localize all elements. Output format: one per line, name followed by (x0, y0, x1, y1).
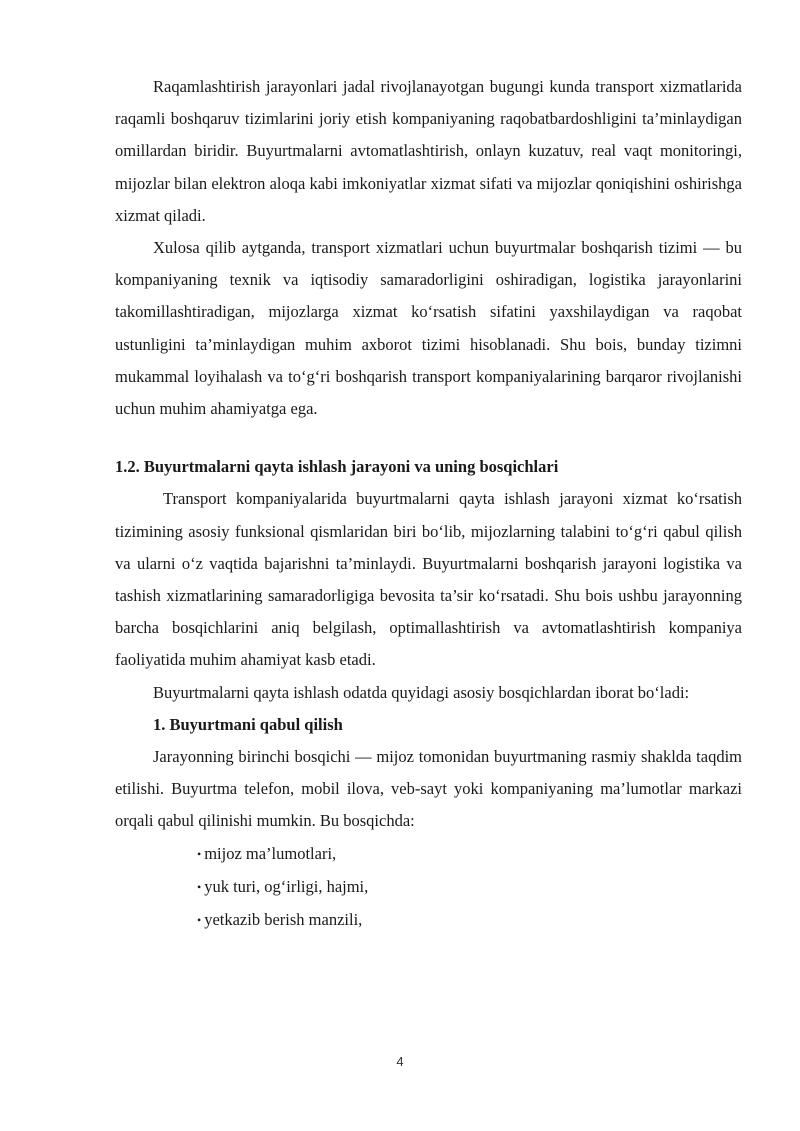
bullet-icon: • (197, 913, 202, 928)
paragraph-conclusion: Xulosa qilib aytganda, transport xizmatlari uchun buyurtmalar boshqarish tizimi — bu kompaniyaning texnik va iqtisodiy samaradorligini oshiradigan, logistika jarayonlarini takomillashtiradigan, mijozlarga xizmat ko‘rsatish sifatini yaxshilaydigan va raqobat ustunligini ta’minlaydigan muhim axborot tizimi hisoblanadi. Shu bois, bunday tizimni mukammal loyihalash va to‘g‘ri boshqarish transport kompaniyalarining barqaror rivojlanishi uchun muhim ahamiyatga ega. (115, 238, 742, 419)
paragraph-digitalization: Raqamlashtirish jarayonlari jadal rivojlanayotgan bugungi kunda transport xizmatlarida raqamli boshqaruv tizimlarini joriy etish kompaniyaning raqobatbardoshligini ta’minlaydigan omillardan biridir. Buyurtmalarni avtomatlashtirish, onlayn kuzatuv, real vaqt monitoringi, mijozlar bilan elektron aloqa kabi imkoniyatlar xizmat sifati va mijozlar qoniqishini oshirishga xizmat qiladi. (115, 77, 742, 225)
list-item (197, 838, 742, 871)
list-item (197, 904, 742, 937)
paragraph-order-processing: Transport kompaniyalarida buyurtmalarni qayta ishlash jarayoni xizmat ko‘rsatish tizimining asosiy funksional qismlaridan biri bo‘lib, mijozlarning talabini to‘g‘ri qabul qilish va ularni o‘z vaqtida bajarishni ta’minlaydi. Buyurtmalarni boshqarish jarayoni logistika va tashish xizmatlarining samaradorligiga bevosita ta’sir ko‘rsatadi. Shu bois ushbu jarayonning barcha bosqichlarini aniq belgilash, optimallashtirish va avtomatlashtirish kompaniya faoliyatida muhim ahamiyat kasb etadi. (115, 489, 742, 670)
list-item (197, 871, 742, 904)
list-item-text: yetkazib berish manzili, (204, 910, 363, 930)
bullet-icon: • (197, 846, 202, 861)
step-heading: 1. Buyurtmani qabul qilish (153, 714, 343, 734)
bullet-list (115, 838, 742, 938)
page-body (115, 71, 742, 937)
section-heading: 1.2. Buyurtmalarni qayta ishlash jarayoni va uning bosqichlari (115, 457, 559, 477)
page-number: 4 (396, 1054, 404, 1069)
paragraph-stages-intro: Buyurtmalarni qayta ishlash odatda quyidagi asosiy bosqichlardan iborat bo‘ladi: (153, 682, 690, 702)
list-item-text: mijoz ma’lumotlari, (204, 843, 337, 863)
spacer (115, 425, 742, 451)
paragraph-step-one: Jarayonning birinchi bosqichi — mijoz tomonidan buyurtmaning rasmiy shaklda taqdim etilishi. Buyurtma telefon, mobil ilova, veb-sayt yoki kompaniyaning ma’lumotlar markazi orqali qabul qilinishi mumkin. Bu bosqichda: (115, 747, 742, 831)
bullet-icon: • (197, 879, 202, 894)
list-item-text: yuk turi, og‘irligi, hajmi, (204, 876, 369, 896)
